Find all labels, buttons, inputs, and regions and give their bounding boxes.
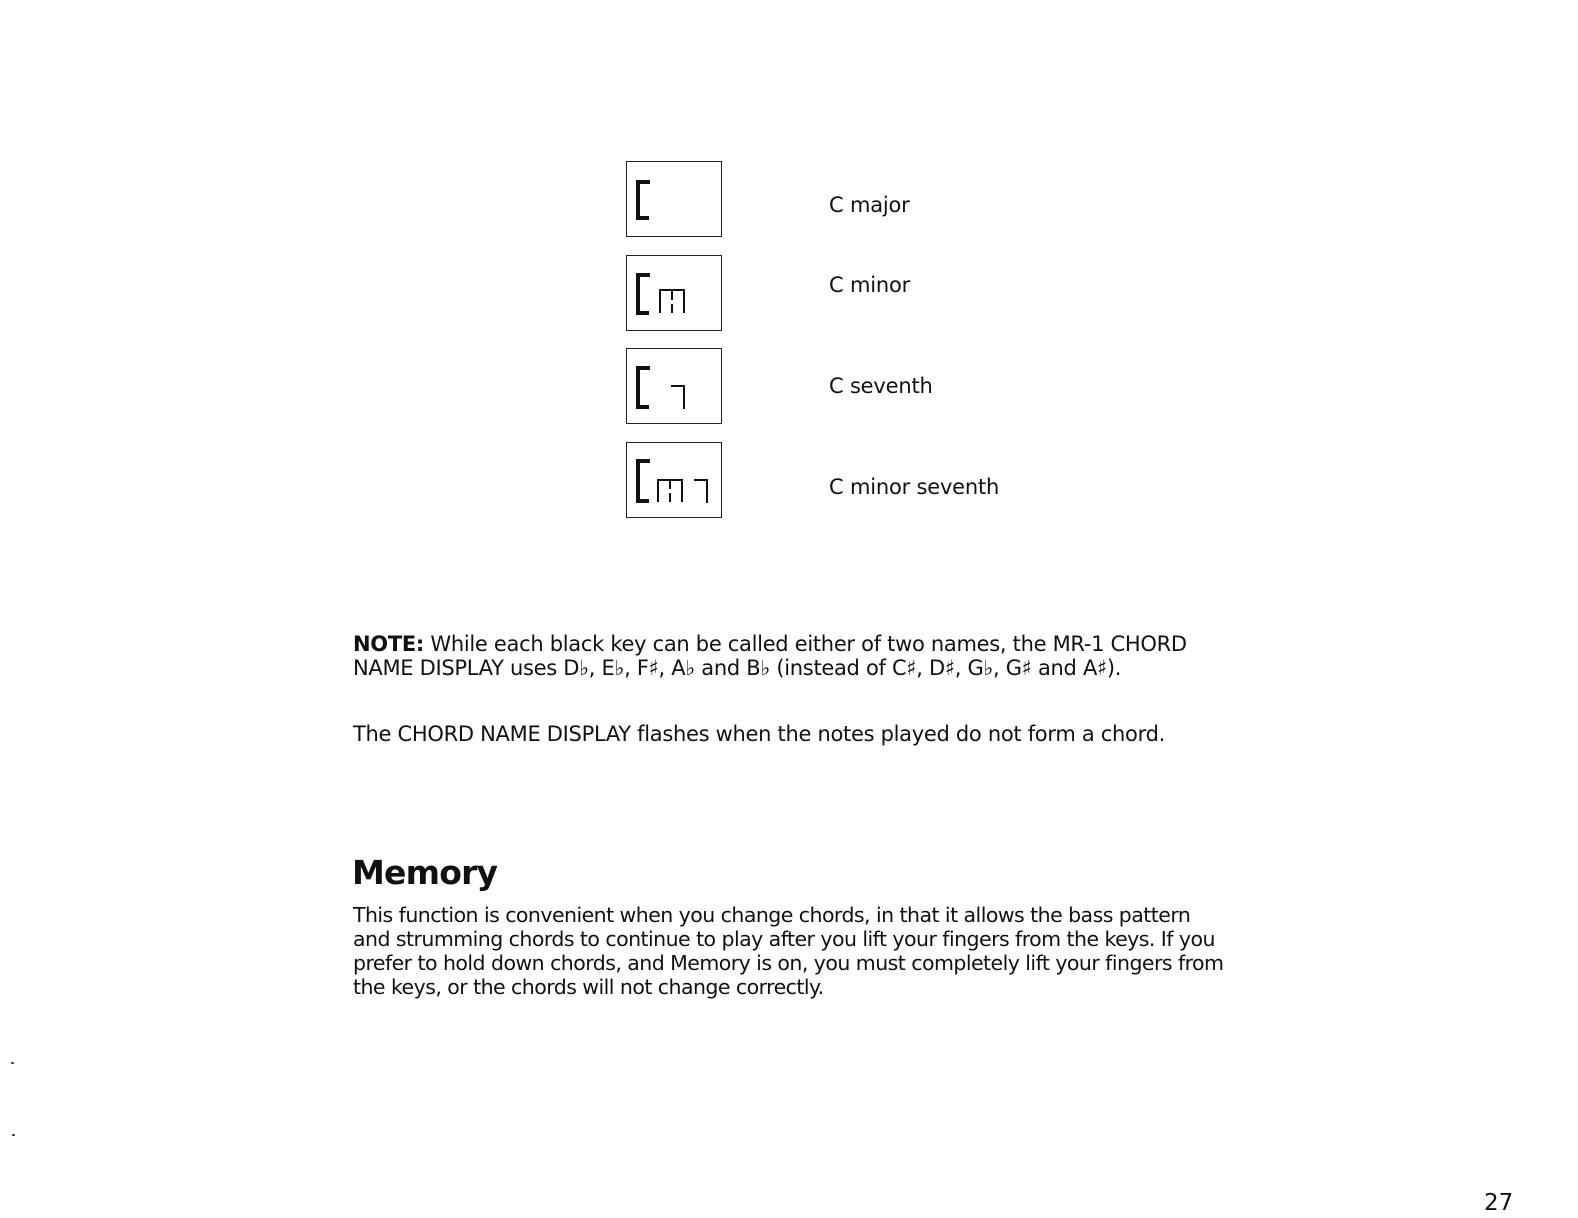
page-number: 27 bbox=[1484, 1190, 1514, 1216]
scan-speck bbox=[11, 1062, 14, 1064]
chord-label: C minor seventh bbox=[829, 475, 1000, 499]
chord-row-c-major bbox=[626, 161, 1126, 239]
lcd-c-seventh-icon bbox=[626, 348, 722, 424]
chord-label: C minor bbox=[829, 273, 911, 297]
memory-paragraph: This function is convenient when you change chords, in that it allows the bass pattern and strumming chords to continue to play after you lift your fingers from the keys. If you prefer to hold down chords, and Memory is on, you must completely lift your fingers from the keys, or the chords will not change correctly. bbox=[353, 903, 1224, 999]
lcd-c-minor-icon bbox=[626, 255, 722, 331]
lcd-c-minor-seventh-icon bbox=[626, 442, 722, 518]
chord-label: C major bbox=[829, 193, 910, 217]
chord-label: C seventh bbox=[829, 374, 933, 398]
flash-paragraph: The CHORD NAME DISPLAY flashes when the notes played do not form a chord. bbox=[353, 722, 1165, 746]
note-label: NOTE: bbox=[353, 632, 424, 656]
chord-row-c-minor bbox=[626, 255, 1126, 333]
scan-speck bbox=[12, 1134, 15, 1136]
chord-row-c-seventh bbox=[626, 348, 1126, 426]
memory-heading: Memory bbox=[352, 853, 498, 892]
lcd-c-major-icon bbox=[626, 161, 722, 237]
note-paragraph bbox=[353, 632, 1233, 680]
note-text: While each black key can be called either of two names, the MR-1 CHORD NAME DISPLAY uses D♭, E♭, F♯, A♭ and B♭ (instead of C♯, D♯, G♭, G♯ and A♯). bbox=[353, 632, 1187, 680]
chord-row-c-minor-seventh bbox=[626, 442, 1126, 520]
